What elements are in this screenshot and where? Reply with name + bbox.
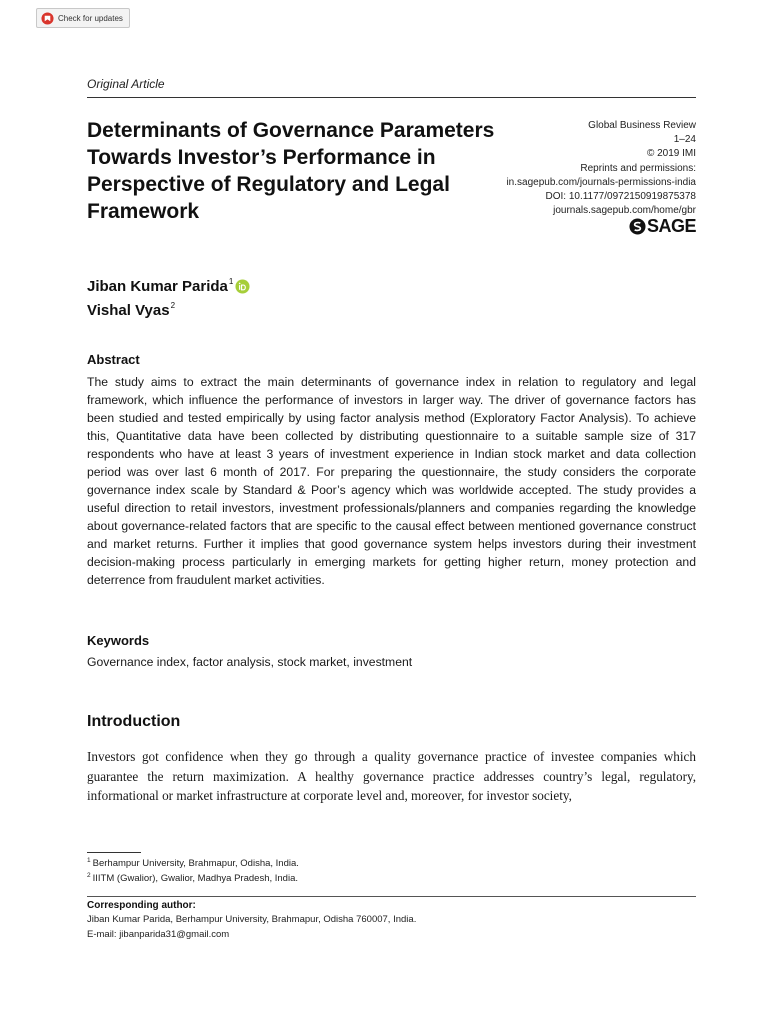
introduction-heading: Introduction: [87, 713, 181, 730]
orcid-icon[interactable]: [235, 279, 250, 294]
journal-homepage-link[interactable]: journals.sagepub.com/home/gbr: [553, 205, 696, 217]
journal-meta: [506, 119, 696, 218]
journal-name: Global Business Review: [588, 120, 696, 131]
author-1-name: Jiban Kumar Parida: [87, 278, 228, 295]
footnote-2-mark: 2: [87, 872, 91, 879]
author-2-name: Vishal Vyas: [87, 302, 170, 319]
footnote-1-text: Berhampur University, Brahmapur, Odisha, India.: [92, 858, 299, 870]
corresponding-author-heading: Corresponding author:: [87, 900, 196, 911]
page-range: 1–24: [673, 134, 696, 146]
reprints-label: Reprints and permissions:: [580, 162, 696, 174]
footnote-1: [87, 857, 299, 869]
sage-logo: [629, 216, 696, 237]
check-for-updates-icon: [41, 12, 54, 25]
corresponding-rule: [87, 896, 696, 897]
doi[interactable]: DOI: 10.1177/0972150919875378: [545, 191, 696, 203]
header-rule: [87, 97, 696, 98]
copyright: © 2019 IMI: [646, 148, 696, 160]
author-1[interactable]: [87, 278, 250, 295]
abstract-text: The study aims to extract the main determinants of governance index in relation to regulatory and legal framework, which influence the performance of investors in larger way. The driver of governance factors has been studied and tested empirically by using factor analysis method (Exploratory Factor Analysis). To achieve this, Quantitative data have been collected by distributing questionnaire to a suitable sample size of 317 respondents who have at least 3 years of investment experience in Indian stock market and data collection period was over last 6 month of 2017. For preparing the questionnaire, the study considers the corporate governance index scale by Standard & Poor’s agency which was worldwide accepted. The study provides a useful direction to retail investors, investment professionals/planners and companies regarding the knowledge about governance-related factors that are specific to the causal effect between mentioned governance construct and market returns. Further it implies that good governance system helps investors during their investment decision-making process particularly in emerging markets for getting higher return, money protection and deterrence from fraudulent market activities.: [87, 375, 696, 587]
footnote-rule: [87, 852, 141, 853]
article-title: Determinants of Governance Parameters Towards Investor’s Performance in Perspective of Regulatory and Legal Framework: [87, 119, 495, 223]
sage-s-icon: [629, 218, 646, 235]
article-type: Original Article: [87, 77, 165, 91]
permissions-link[interactable]: in.sagepub.com/journals-permissions-india: [506, 176, 696, 188]
keywords-text: Governance index, factor analysis, stock market, investment: [87, 655, 413, 669]
introduction-text: Investors got confidence when they go through a quality governance practice of investee companies which guarantee the return maximization. A healthy governance practice addresses country’s legal, regulatory, informational or market infrastructure at corporate level and, moreover, for investor society,: [87, 749, 696, 803]
footnote-2-text: IIITM (Gwalior), Gwalior, Madhya Pradesh, India.: [92, 873, 299, 885]
abstract-heading: Abstract: [87, 352, 140, 367]
publisher-name: SAGE: [646, 216, 696, 236]
corresponding-author-address: Jiban Kumar Parida, Berhampur University, Brahmapur, Odisha 760007, India.: [87, 914, 417, 925]
check-for-updates-label: Check for updates: [58, 13, 123, 23]
footnote-2: [87, 872, 298, 884]
keywords-heading: Keywords: [87, 633, 150, 648]
check-for-updates-badge[interactable]: [36, 8, 130, 28]
author-2-affiliation-mark: 2: [170, 301, 176, 310]
corresponding-author-email[interactable]: E-mail: jibanparida31@gmail.com: [87, 929, 230, 940]
author-2[interactable]: [87, 302, 175, 319]
footnote-1-mark: 1: [87, 857, 91, 864]
author-1-affiliation-mark: 1: [228, 277, 234, 286]
